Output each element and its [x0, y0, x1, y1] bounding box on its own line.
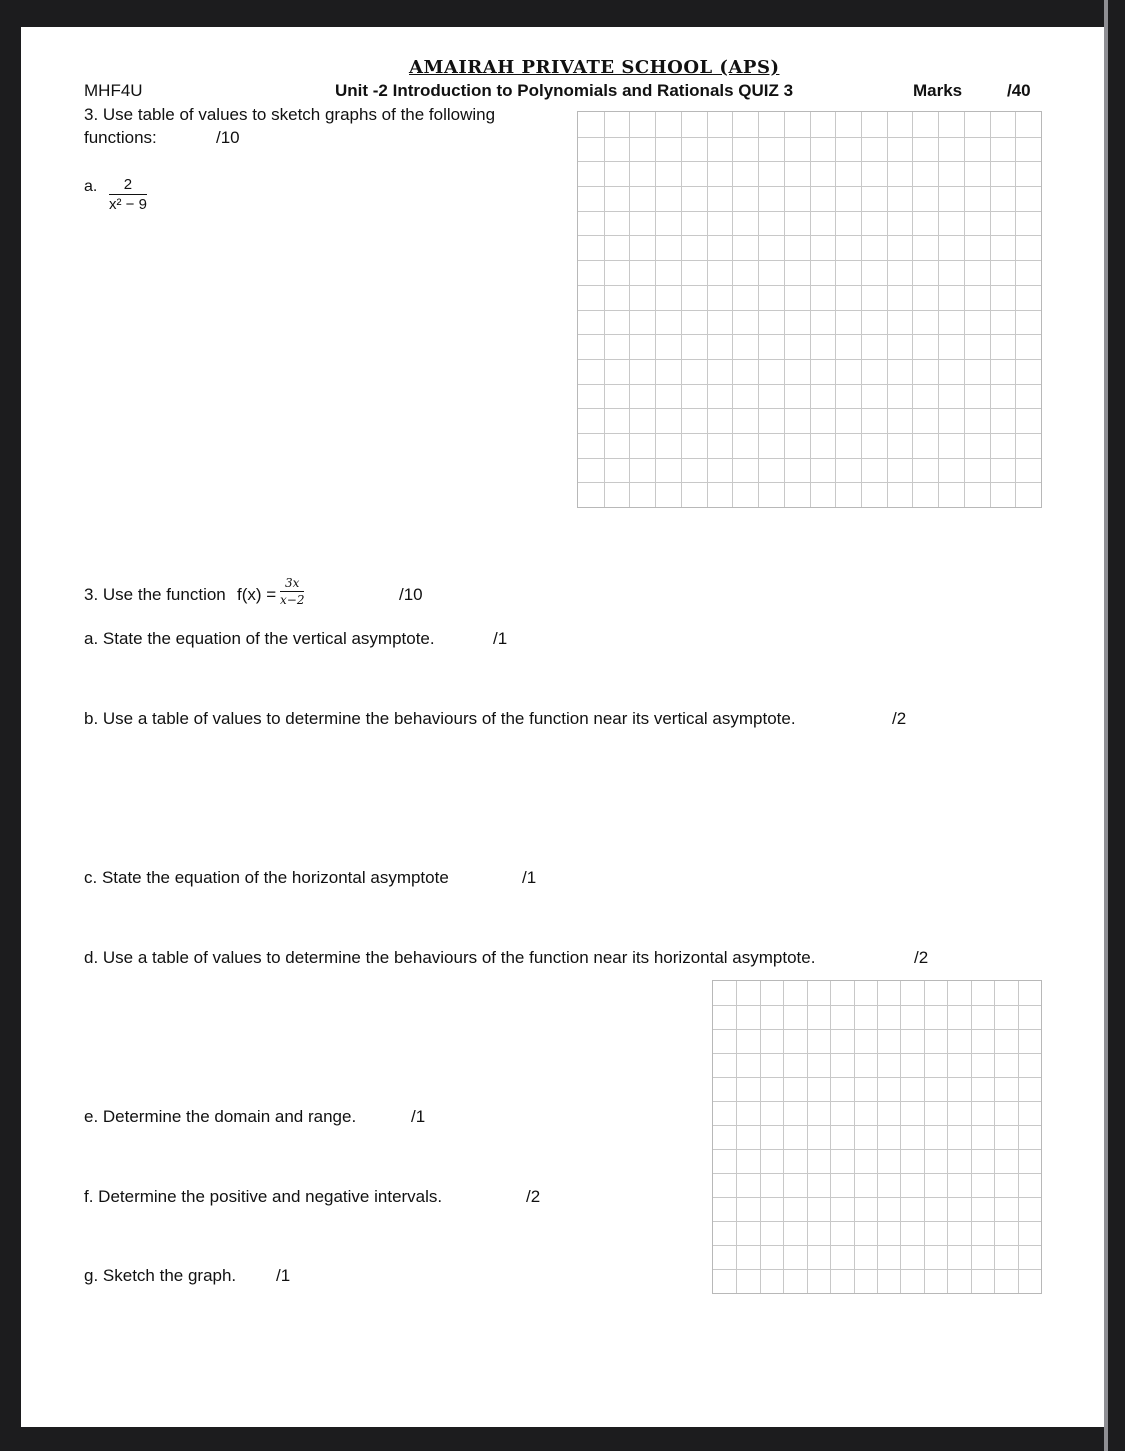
q2-function-name: f(x) = [237, 585, 277, 604]
q1-instruction-cont: functions: [84, 128, 157, 147]
q2-function-fraction [280, 577, 304, 606]
graph-grid-2[interactable] [712, 980, 1042, 1294]
graph-grid-1[interactable] [577, 111, 1042, 508]
q1-part-a-numerator: 2 [109, 177, 147, 195]
window-edge [1104, 0, 1108, 1451]
q2-part-c-marks: /1 [522, 868, 537, 887]
q2-part-b: b. Use a table of values to determine the behaviours of the function near its vertical asymptote. [84, 709, 796, 728]
q2-part-b-marks: /2 [892, 709, 907, 728]
unit-title: Unit -2 Introduction to Polynomials and Rationals QUIZ 3 [335, 81, 794, 100]
q1-part-a-fraction [109, 177, 147, 212]
q2-numerator: 3x [280, 577, 304, 592]
q2-part-d-marks: /2 [914, 948, 929, 967]
q2-part-g: g. Sketch the graph. [84, 1266, 237, 1285]
q1-marks: /10 [216, 128, 240, 147]
q1-part-a-label: a. [84, 178, 98, 195]
q2-part-e: e. Determine the domain and range. [84, 1107, 357, 1126]
q2-part-f: f. Determine the positive and negative intervals. [84, 1187, 443, 1206]
q2-part-g-marks: /1 [276, 1266, 291, 1285]
q2-part-d: d. Use a table of values to determine the behaviours of the function near its horizontal asymptote. [84, 948, 816, 967]
q1-instruction: 3. Use table of values to sketch graphs of the following [84, 105, 496, 124]
marks-label: Marks [913, 81, 963, 100]
q2-marks: /10 [399, 585, 423, 604]
q2-part-c: c. State the equation of the horizontal asymptote [84, 868, 449, 887]
q2-part-e-marks: /1 [411, 1107, 426, 1126]
q2-part-f-marks: /2 [526, 1187, 541, 1206]
q2-part-a-marks: /1 [493, 629, 508, 648]
marks-total: /40 [1007, 81, 1031, 100]
q2-denominator: x−2 [280, 593, 305, 607]
quiz-page [21, 27, 1104, 1427]
q1-part-a-denominator: x² − 9 [109, 196, 147, 213]
school-name: AMAIRAH PRIVATE SCHOOL (APS) [409, 57, 780, 78]
q2-intro: 3. Use the function [84, 585, 226, 604]
q2-part-a: a. State the equation of the vertical asymptote. [84, 629, 435, 648]
course-code: MHF4U [84, 81, 143, 100]
